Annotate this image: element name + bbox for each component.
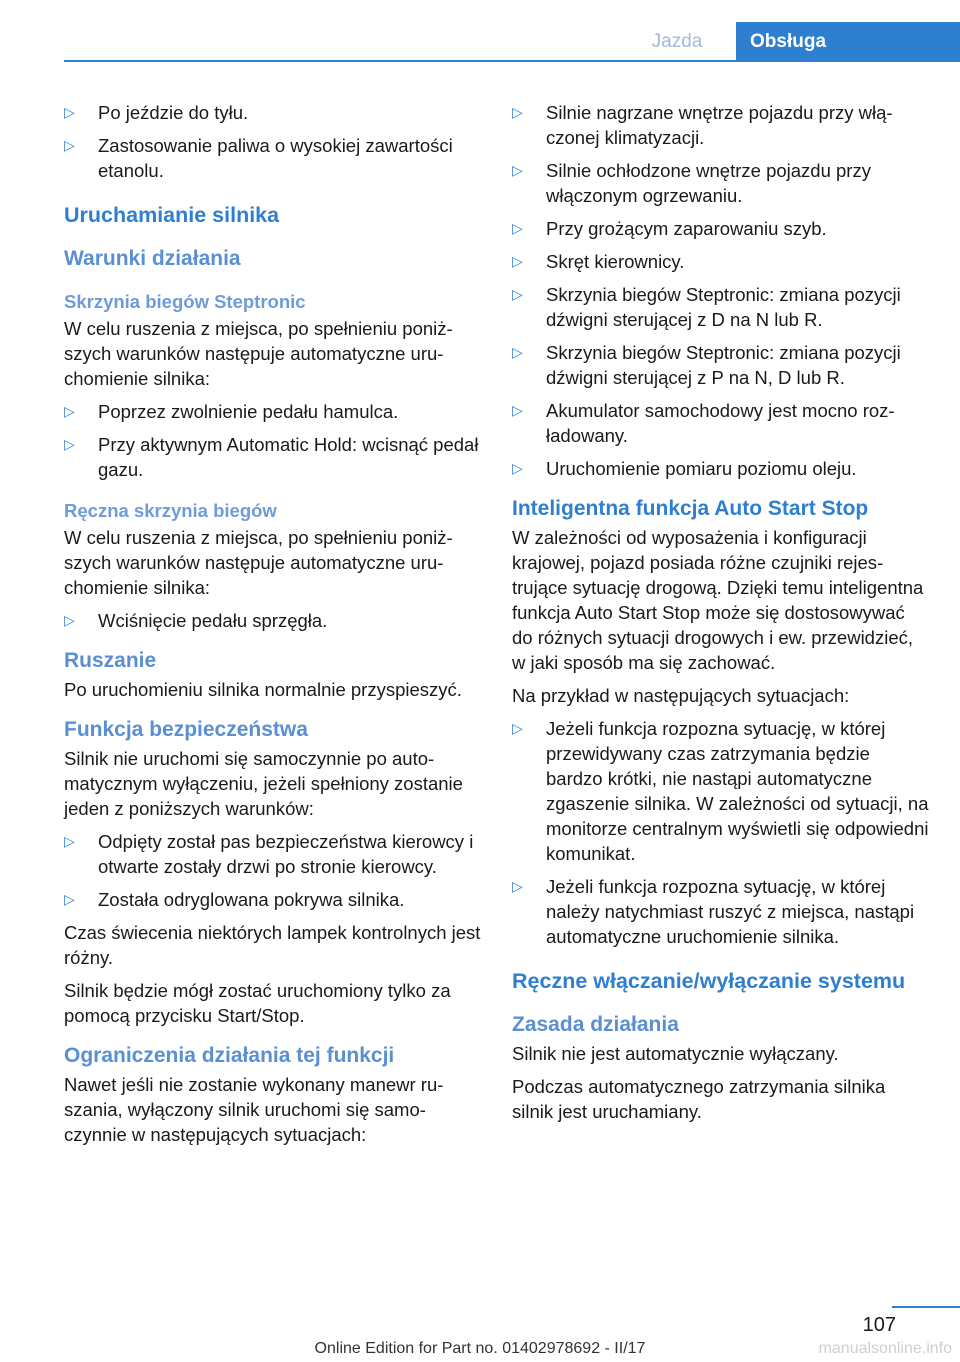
tab-jazda[interactable]: Jazda xyxy=(651,31,703,52)
heading-inteligentna: Inteligentna funkcja Auto Start Stop xyxy=(512,497,869,520)
list-item: ▷ Przy aktywnym Automatic Hold: wcisnąć pedał gazu. xyxy=(64,434,479,480)
paragraph: W celu ruszenia z miejsca, po spełnieniu poniższych warunków następuje automatyczne uruchomienie silnika: xyxy=(64,527,453,598)
list-item: ▷ Przy grożącym zaparowaniu szyb. xyxy=(512,218,827,239)
bullet-list-top-left xyxy=(64,100,482,183)
list-item: ▷ Zastosowanie paliwa o wysokiej zawartości etanolu. xyxy=(64,135,453,181)
paragraph: Silnik nie uruchomi się samoczynnie po automatycznym wyłączeniu, jeżeli spełniony zostanie jeden z poniższych warunków: xyxy=(64,748,463,819)
triangle-bullet-icon: ▷ xyxy=(64,891,75,907)
list-item: ▷ Skręt kierownicy. xyxy=(512,251,685,272)
right-column xyxy=(512,100,930,1132)
triangle-bullet-icon: ▷ xyxy=(512,402,523,418)
heading-ruszanie: Ruszanie xyxy=(64,649,157,672)
triangle-bullet-icon: ▷ xyxy=(64,137,75,153)
bullet-list-top-right xyxy=(512,100,930,481)
heading-uruchamianie: Uruchamianie silnika xyxy=(64,203,280,227)
heading-reczna: Ręczna skrzynia biegów xyxy=(64,500,277,521)
bullet-list xyxy=(64,608,482,633)
list-item: ▷ Odpięty został pas bezpieczeństwa kierowcy i otwarte zostały drzwi po stronie kierowcy. xyxy=(64,831,474,877)
list-item: ▷ Jeżeli funkcja rozpozna sytuację, w której przewidywany czas zatrzymania będzie bardzo krótki, nie nastąpi automatyczne zgaszenie silnika. W zależności od sytuacji, na monitorze centralnym wyświetli się odpowiedni komunikat. xyxy=(512,718,929,864)
list-item: ▷ Uruchomienie pomiaru poziomu oleju. xyxy=(512,458,857,479)
list-item: ▷ Skrzynia biegów Steptronic: zmiana pozycji dźwigni sterującej z P na N, D lub R. xyxy=(512,342,901,388)
heading-ograniczenia: Ograniczenia działania tej funkcji xyxy=(64,1044,395,1067)
heading-reczne-wlaczanie: Ręczne włączanie/wyłączanie systemu xyxy=(512,969,906,993)
left-column xyxy=(64,100,482,1155)
paragraph: Silnik nie jest automatycznie wyłączany. xyxy=(512,1043,839,1064)
list-item: ▷ Silnie ochłodzone wnętrze pojazdu przy włączonym ogrzewaniu. xyxy=(512,160,871,206)
paragraph: Podczas automatycznego zatrzymania silnika silnik jest uruchamiany. xyxy=(512,1076,886,1122)
footer-rule xyxy=(892,1306,960,1308)
tab-obsluga[interactable]: Obsługa xyxy=(736,22,960,62)
triangle-bullet-icon: ▷ xyxy=(512,286,523,302)
list-item: ▷ Po jeździe do tyłu. xyxy=(64,102,249,123)
paragraph: Czas świecenia niektórych lampek kontrolnych jest różny. xyxy=(64,922,481,968)
list-item: ▷ Akumulator samochodowy jest mocno rozładowany. xyxy=(512,400,895,446)
page-number: 107 xyxy=(862,1314,896,1336)
paragraph: Silnik będzie mógł zostać uruchomiony tylko za pomocą przycisku Start/Stop. xyxy=(64,980,451,1026)
paragraph: Nawet jeśli nie zostanie wykonany manewr ruszania, wyłączony silnik uruchomi się samoczynnie w następujących sytuacjach: xyxy=(64,1074,444,1145)
heading-bezpieczenstwa: Funkcja bezpieczeństwa xyxy=(64,718,308,741)
bullet-list xyxy=(64,399,482,482)
bullet-list xyxy=(64,829,482,912)
paragraph: W celu ruszenia z miejsca, po spełnieniu poniższych warunków następuje automatyczne uruchomienie silnika: xyxy=(64,318,453,389)
triangle-bullet-icon: ▷ xyxy=(64,436,75,452)
triangle-bullet-icon: ▷ xyxy=(512,162,523,178)
footer-edition: Online Edition for Part no. 01402978692 - II/17 xyxy=(314,1340,646,1357)
paragraph: W zależności od wyposażenia i konfiguracji krajowej, pojazd posiada różne czujniki rejestrujące sytuację drogową. Dzięki temu inteligentna funkcja Auto Start Stop może się dostosowywać do różnych sytuacji drogowych i ew. przewidzieć, w jaki sposób ma się zachować. xyxy=(512,527,924,673)
triangle-bullet-icon: ▷ xyxy=(64,403,75,419)
triangle-bullet-icon: ▷ xyxy=(512,344,523,360)
watermark: manualsonline.info xyxy=(818,1340,952,1357)
triangle-bullet-icon: ▷ xyxy=(512,460,523,476)
heading-warunki: Warunki działania xyxy=(64,247,241,270)
triangle-bullet-icon: ▷ xyxy=(512,878,523,894)
list-item: ▷ Skrzynia biegów Steptronic: zmiana pozycji dźwigni sterującej z D na N lub R. xyxy=(512,284,901,330)
list-item: ▷ Poprzez zwolnienie pedału hamulca. xyxy=(64,401,399,422)
heading-steptronic: Skrzynia biegów Steptronic xyxy=(64,291,306,312)
list-item: ▷ Silnie nagrzane wnętrze pojazdu przy włączonej klimatyzacji. xyxy=(512,102,893,148)
list-item: ▷ Została odryglowana pokrywa silnika. xyxy=(64,889,405,910)
list-item: ▷ Wciśnięcie pedału sprzęgła. xyxy=(64,610,328,631)
triangle-bullet-icon: ▷ xyxy=(512,253,523,269)
list-item: ▷ Jeżeli funkcja rozpozna sytuację, w której należy natychmiast ruszyć z miejsca, nastąpi automatyczne uruchomienie silnika. xyxy=(512,876,915,947)
triangle-bullet-icon: ▷ xyxy=(64,612,75,628)
heading-zasada: Zasada działania xyxy=(512,1013,679,1036)
triangle-bullet-icon: ▷ xyxy=(64,833,75,849)
triangle-bullet-icon: ▷ xyxy=(512,220,523,236)
paragraph: Na przykład w następujących sytuacjach: xyxy=(512,685,850,706)
triangle-bullet-icon: ▷ xyxy=(512,720,523,736)
triangle-bullet-icon: ▷ xyxy=(64,104,75,120)
triangle-bullet-icon: ▷ xyxy=(512,104,523,120)
paragraph: Po uruchomieniu silnika normalnie przyspieszyć. xyxy=(64,679,462,700)
bullet-list xyxy=(512,716,930,949)
